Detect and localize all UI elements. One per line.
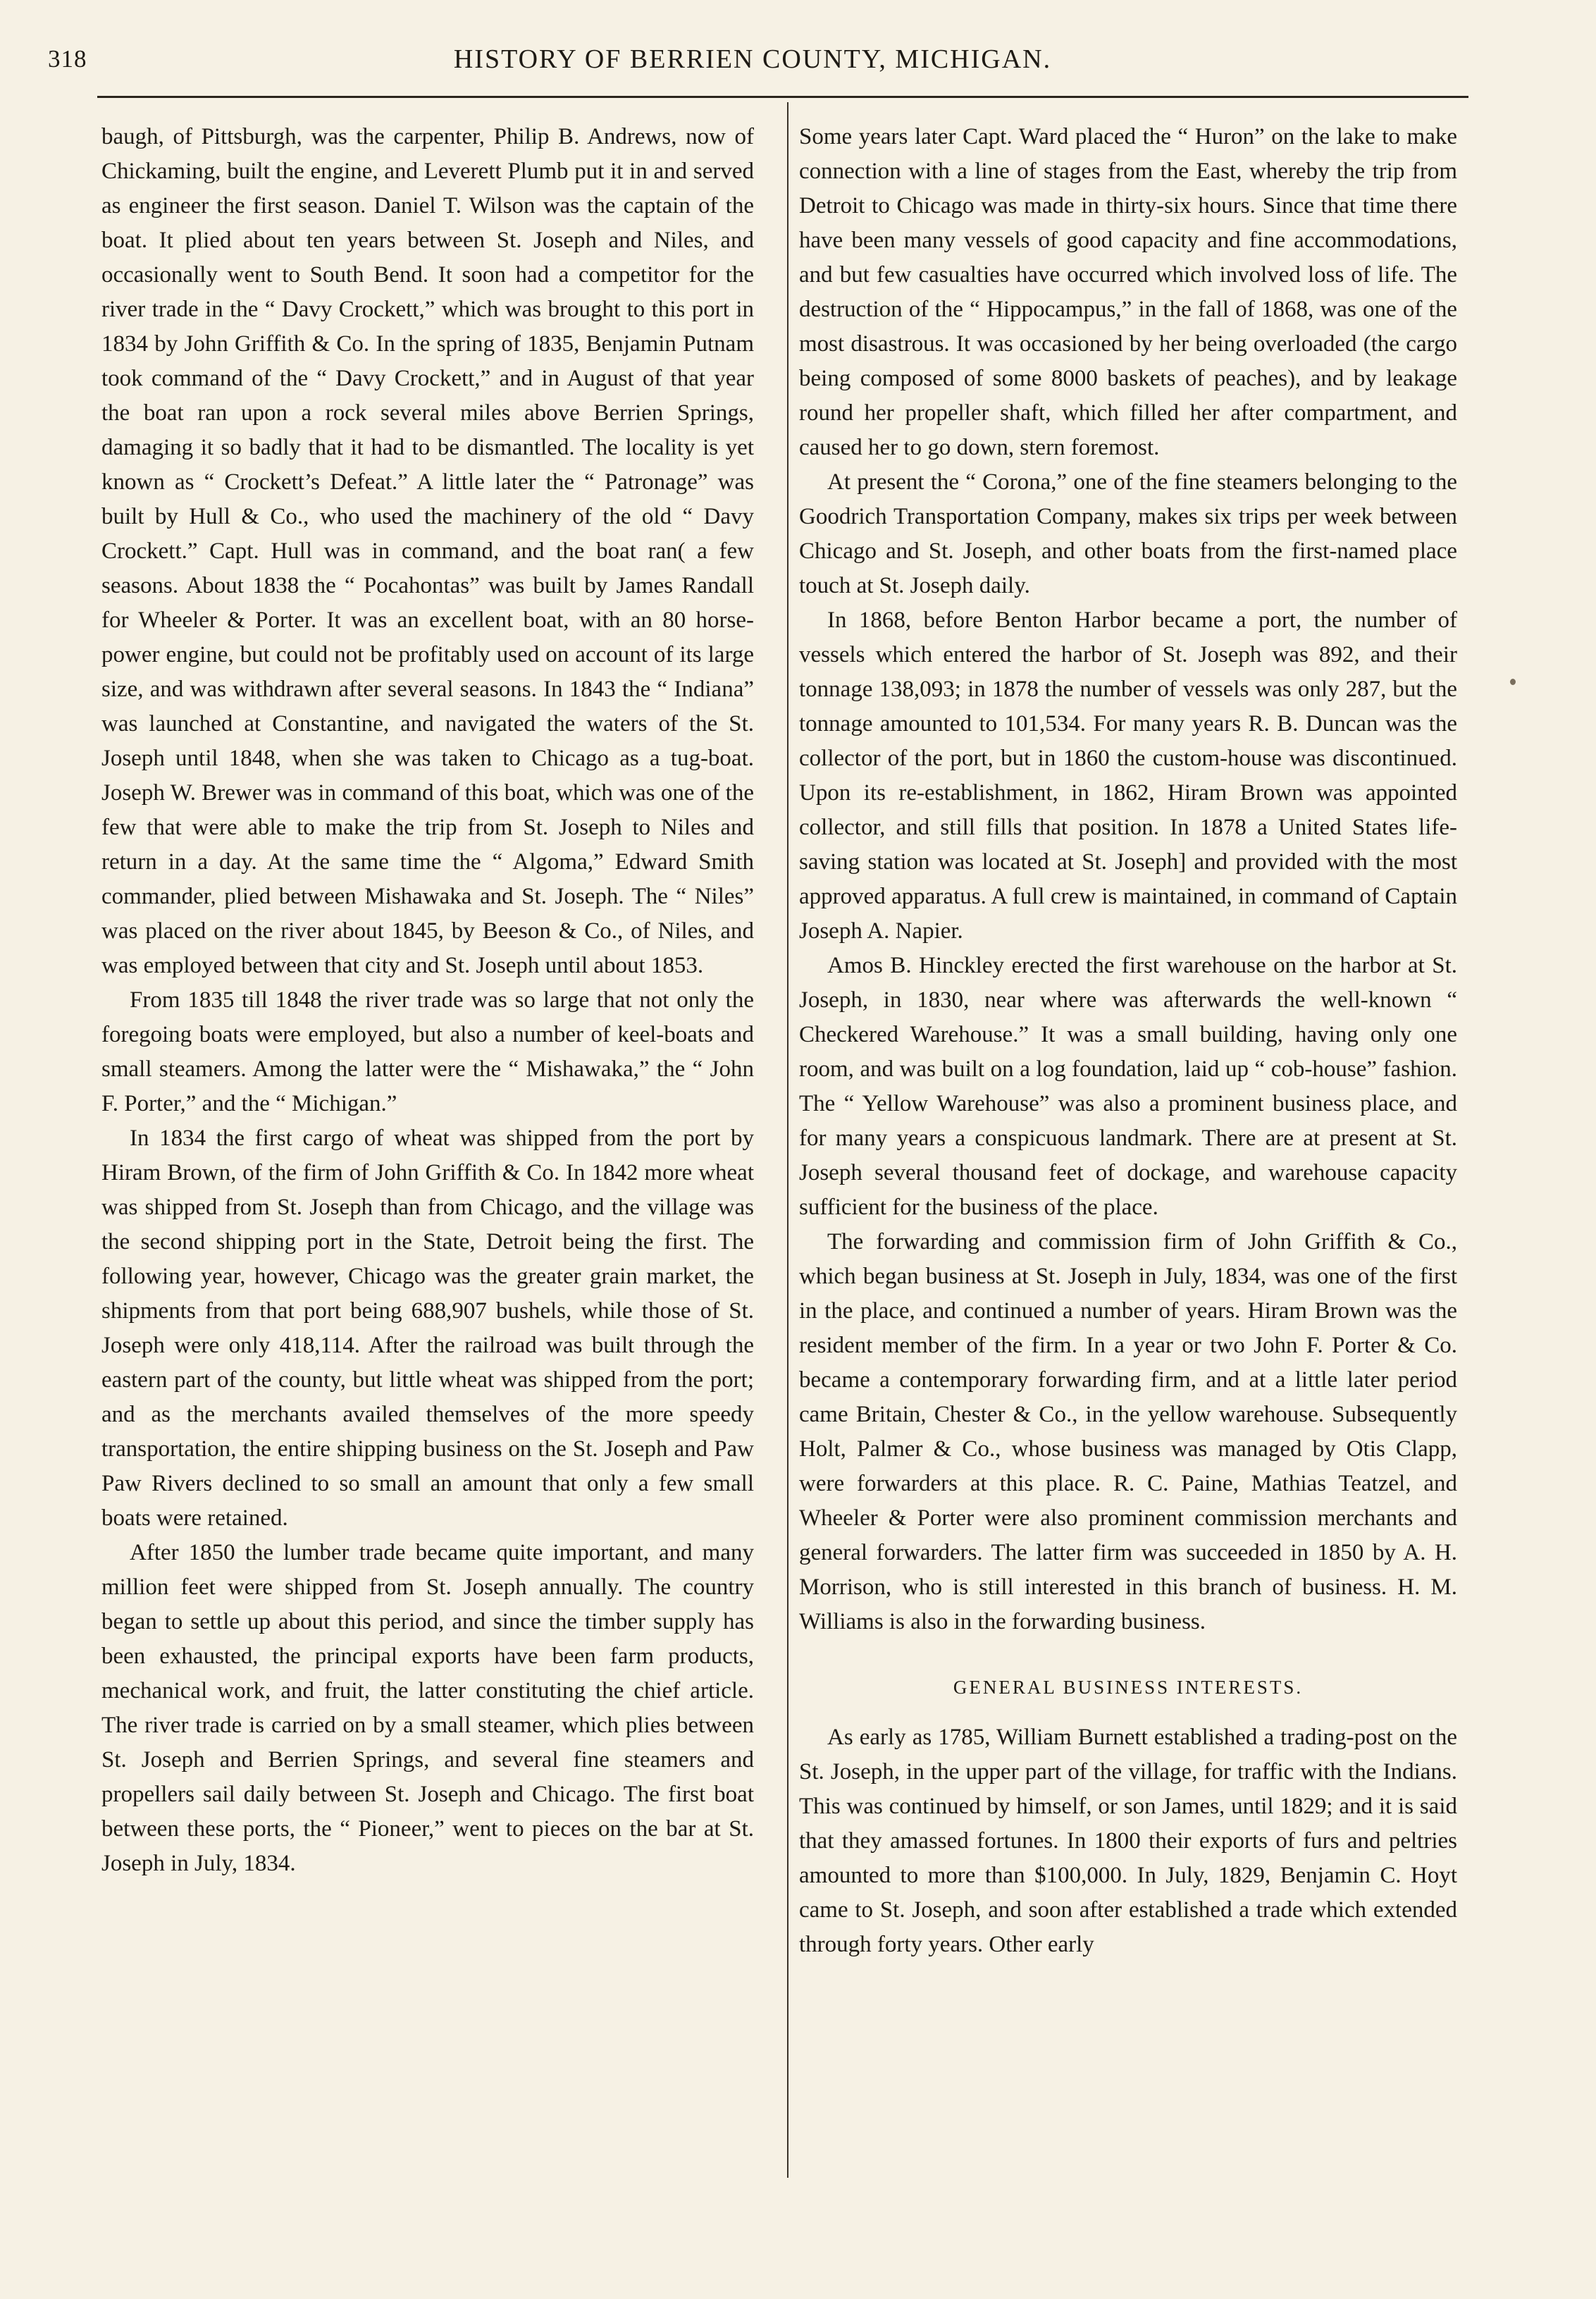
paragraph: As early as 1785, William Burnett established a trading-post on the St. Joseph, in the upper part of the village, for traffic with the Indians. This was continued by himself, or son James, until 1829; and it is said that they amassed fortunes. In 1800 their exports of furs and peltries amounted to more than $100,000. In July, 1829, Benjamin C. Hoyt came to St. Joseph, and soon after established a trade which extended through forty years. Other early	[799, 1725, 1457, 1957]
paragraph: From 1835 till 1848 the river trade was so large that not only the foregoing boats were employed, but also a number of keel-boats and small steamers. Among the latter were the “ Mishawaka,” the “ John F. Porter,” and the “ Michigan.”	[101, 987, 754, 1116]
page-number: 318	[48, 45, 87, 73]
paragraph: baugh, of Pittsburgh, was the carpenter, Philip B. Andrews, now of Chickaming, built the engine, and Leverett Plumb put it in and served as engineer the first season. Daniel T. Wilson was the captain of the boat. It plied about ten years between St. Joseph and Niles, and occasionally went to South Bend. It soon had a competitor for the river trade in the “ Davy Crockett,” which was brought to this port in 1834 by John Griffith & Co. In the spring of 1835, Benjamin Putnam took command of the “ Davy Crockett,” and in August of that year the boat ran upon a rock several miles above Berrien Springs, damaging it so badly that it had to be dismantled. The locality is yet known as “ Crockett’s Defeat.” A little later the “ Patronage” was built by Hull & Co., who used the machinery of the old “ Davy Crockett.” Capt. Hull was in command, and the boat ran( a few seasons. About 1838 the “ Pocahontas” was built by James Randall for Wheeler & Porter. It was an excellent boat, with an 80 horse-power engine, but could not be profitably used on account of its large size, and was withdrawn after several seasons. In 1843 the “ Indiana” was launched at Constantine, and navigated the waters of the St. Joseph until 1848, when she was taken to Chicago as a tug-boat. Joseph W. Brewer was in command of this boat, which was one of the few that were able to make the trip from St. Joseph to Niles and return in a day. At the same time the “ Algoma,” Edward Smith commander, plied between Mishawaka and St. Joseph. The “ Niles” was placed on the river about 1845, by Beeson & Co., of Niles, and was employed between that city and St. Joseph until about 1853.	[101, 124, 754, 978]
section-heading: GENERAL BUSINESS INTERESTS.	[953, 1677, 1304, 1698]
left-column	[101, 120, 754, 1881]
paragraph: At present the “ Corona,” one of the fine steamers belonging to the Goodrich Transportation Company, makes six trips per week between Chicago and St. Joseph, and other boats from the first-named place touch at St. Joseph daily.	[799, 469, 1457, 598]
paragraph: In 1834 the first cargo of wheat was shipped from the port by Hiram Brown, of the firm of John Griffith & Co. In 1842 more wheat was shipped from St. Joseph than from Chicago, and the village was the second shipping port in the State, Detroit being the first. The following year, however, Chicago was the greater grain market, the shipments from that port being 688,907 bushels, while those of St. Joseph were only 418,114. After the railroad was built through the eastern part of the county, but little wheat was shipped from the port; and as the merchants availed themselves of the more speedy transportation, the entire shipping business on the St. Joseph and Paw Paw Rivers declined to so small an amount that only a few small boats were retained.	[101, 1126, 754, 1531]
page-header	[48, 41, 1457, 83]
paragraph: In 1868, before Benton Harbor became a port, the number of vessels which entered the harbor of St. Joseph was 892, and their tonnage 138,093; in 1878 the number of vessels was only 287, but the tonnage amounted to 101,534. For many years R. B. Duncan was the collector of the port, but in 1860 the custom-house was discontinued. Upon its re-establishment, in 1862, Hiram Brown was appointed collector, and still fills that position. In 1878 a United States life-saving station was located at St. Joseph] and provided with the most approved apparatus. A full crew is maintained, in command of Captain Joseph A. Napier.	[799, 608, 1457, 944]
running-title: HISTORY OF BERRIEN COUNTY, MICHIGAN.	[453, 44, 1052, 74]
paragraph: After 1850 the lumber trade became quite important, and many million feet were shipped from St. Joseph annually. The country began to settle up about this period, and since the timber supply has been exhausted, the principal exports have been farm products, mechanical work, and fruit, the latter constituting the chief article. The river trade is carried on by a small steamer, which plies between St. Joseph and Berrien Springs, and several fine steamers and propellers sail daily between St. Joseph and Chicago. The first boat between these ports, the “ Pioneer,” went to pieces on the bar at St. Joseph in July, 1834.	[101, 1540, 754, 1876]
paragraph: Amos B. Hinckley erected the first warehouse on the harbor at St. Joseph, in 1830, near where was afterwards the well-known “ Checkered Warehouse.” It was a small building, having only one room, and was built on a log foundation, laid up “ cob-house” fashion. The “ Yellow Warehouse” was also a prominent business place, and for many years a conspicuous landmark. There are at present at St. Joseph several thousand feet of dockage, and warehouse capacity sufficient for the business of the place.	[799, 953, 1457, 1220]
paragraph: Some years later Capt. Ward placed the “ Huron” on the lake to make connection with a line of stages from the East, whereby the trip from Detroit to Chicago was made in thirty-six hours. Since that time there have been many vessels of good capacity and fine accommodations, and but few casualties have occurred which involved loss of life. The destruction of the “ Hippocampus,” in the fall of 1868, was one of the most disastrous. It was occasioned by her being overloaded (the cargo being composed of some 8000 baskets of peaches), and by leakage round her propeller shaft, which filled her after compartment, and caused her to go down, stern foremost.	[799, 124, 1457, 460]
column-divider	[787, 102, 788, 2178]
ink-speck	[1510, 679, 1516, 685]
header-rule	[97, 96, 1468, 98]
right-column	[799, 120, 1457, 1962]
paragraph: The forwarding and commission firm of John Griffith & Co., which began business at St. Joseph in July, 1834, was one of the first in the place, and continued a number of years. Hiram Brown was the resident member of the firm. In a year or two John F. Porter & Co. became a contemporary forwarding firm, and at a little later period came Britain, Chester & Co., in the yellow warehouse. Subsequently Holt, Palmer & Co., whose business was managed by Otis Clapp, were forwarders at this place. R. C. Paine, Mathias Teatzel, and Wheeler & Porter were also prominent commission merchants and general forwarders. The latter firm was succeeded in 1850 by A. H. Morrison, who is still interested in this branch of business. H. M. Williams is also in the forwarding business.	[799, 1229, 1457, 1634]
